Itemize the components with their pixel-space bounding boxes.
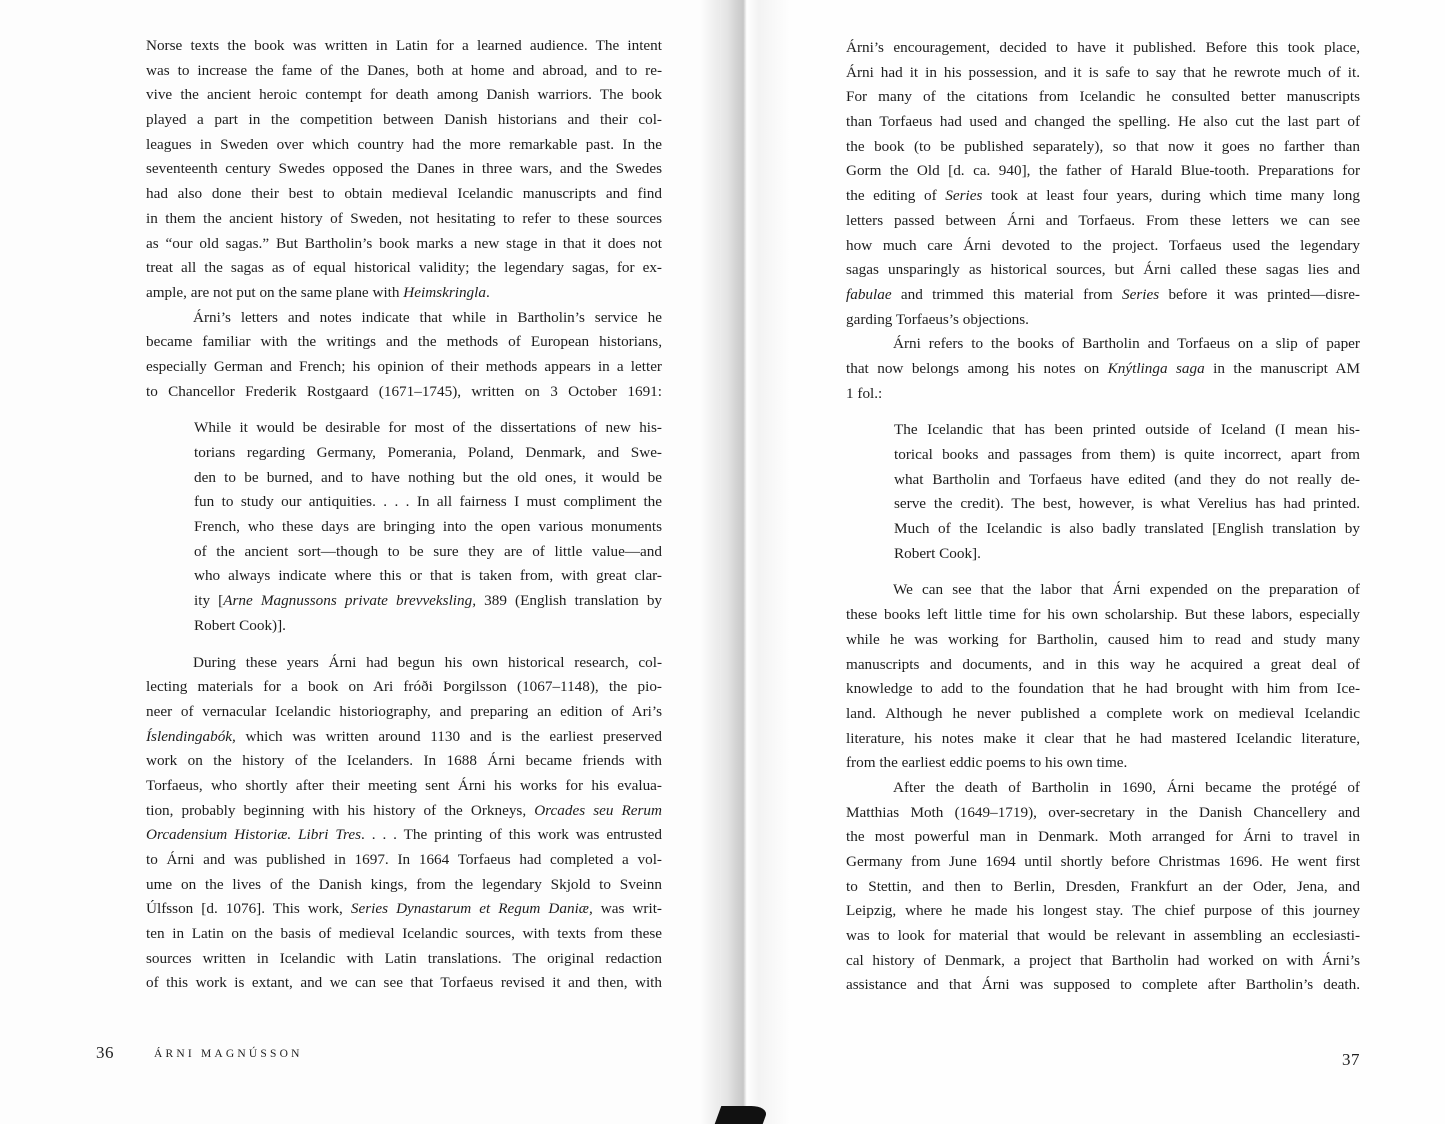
text-line: ten in Latin on the basis of medieval Icelandic sources, with texts from these: [146, 925, 662, 943]
text-run: . . . . The printing of this work was entrusted: [361, 826, 662, 844]
text-run: which was written around 1130 and is the earliest preserved: [235, 727, 662, 745]
text-line: treat all the sagas as of equal historical validity; the legendary sagas, for ex-: [146, 259, 662, 277]
text-run: tion, probably beginning with his history of the Orkneys,: [146, 801, 535, 819]
text-line: work on the history of the Icelanders. In 1688 Árni became friends with: [146, 752, 662, 770]
text-line: [146, 725, 662, 750]
right-page-body: [846, 36, 1360, 998]
quote-line: torical books and passages from them) is quite incorrect, apart from: [894, 446, 1360, 463]
text-line: seventeenth century Swedes opposed the Danes in three wars, and the Swedes: [146, 160, 662, 178]
text-run: and trimmed this material from: [891, 285, 1123, 303]
text-line: how much care Árni devoted to the project. Torfaeus used the legendary: [846, 236, 1360, 254]
text-line: had also done their best to obtain medieval Icelandic manuscripts and find: [146, 185, 662, 203]
text-line: the book (to be published separately), so that now it goes no farther than: [846, 137, 1360, 155]
italic-title: Knýtlinga saga: [1107, 359, 1205, 377]
text-line: sources written in Icelandic with Latin translations. The original redaction: [146, 949, 662, 967]
running-head: ÁRNI MAGNÚSSON: [154, 1048, 303, 1060]
text-line: letters passed between Árni and Torfaeus. From these letters we can see: [846, 211, 1360, 229]
text-line: to Chancellor Frederik Rostgaard (1671–1745), written on 3 October 1691:: [146, 382, 662, 400]
text-line: sagas unsparingly as historical sources, but Árni called these sagas lies and: [846, 261, 1360, 279]
text-run: before it was printed—disre-: [1159, 285, 1360, 303]
italic-title: Heimskringla: [403, 283, 486, 301]
text-line: Germany from June 1694 until shortly before Christmas 1696. He went first: [846, 853, 1360, 870]
left-page-body: [146, 34, 662, 996]
text-line: to Árni and was published in 1697. In 1664 Torfaeus had completed a vol-: [146, 851, 662, 868]
text-line: After the death of Bartholin in 1690, Árni became the protégé of: [893, 778, 1360, 796]
text-line: from the earliest eddic poems to his own time.: [846, 754, 1128, 772]
left-block-quote: [146, 416, 662, 638]
text-line: [846, 283, 1360, 308]
quote-line: of the ancient sort—though to be sure they are of little value—and: [194, 542, 662, 560]
text-line: Árni’s letters and notes indicate that while in Bartholin’s service he: [193, 308, 662, 326]
text-line: [846, 184, 1360, 209]
text-run: ity [: [194, 592, 224, 610]
right-block-quote: [846, 418, 1360, 566]
left-page: [0, 0, 720, 1124]
gutter-edge: [715, 1106, 770, 1124]
text-line: neer of vernacular Icelandic historiography, and preparing an edition of Ari’s: [146, 702, 662, 720]
quote-line: fun to study our antiquities. . . . In all fairness I must compliment the: [194, 493, 662, 511]
text-run: 389 (English translation by: [476, 592, 663, 610]
right-paragraph-3: [846, 578, 1360, 776]
quote-line: who always indicate where this or that is taken from, with great clar-: [194, 567, 662, 585]
quote-line: torians regarding Germany, Pomerania, Poland, Denmark, and Swe-: [194, 444, 662, 461]
text-line: the most powerful man in Denmark. Moth arranged for Árni to travel in: [846, 828, 1360, 846]
right-page: [722, 0, 1445, 1124]
italic-title: fabulae: [846, 285, 892, 303]
quote-line: Much of the Icelandic is also badly translated [English translation by: [894, 520, 1360, 538]
text-line: Árni refers to the books of Bartholin and Torfaeus on a slip of paper: [893, 335, 1360, 353]
text-line: was to increase the fame of the Danes, both at home and abroad, and to re-: [146, 61, 662, 79]
right-paragraph-2: [846, 332, 1360, 406]
italic-title: Íslendingabók,: [146, 727, 236, 745]
text-line: [146, 897, 662, 922]
text-line: than Torfaeus had used and changed the spelling. He also cut the last part of: [846, 113, 1360, 131]
text-line: garding Torfaeus’s objections.: [846, 310, 1029, 328]
text-line: these books left little time for his own scholarship. But these labors, especially: [846, 606, 1360, 624]
left-paragraph-3: [146, 651, 662, 997]
text-line: manuscripts and documents, and in this way he acquired a great deal of: [846, 655, 1360, 673]
text-run: the editing of: [846, 187, 946, 205]
text-line: especially German and French; his opinion of their methods appears in a letter: [146, 357, 662, 375]
text-line: land. Although he never published a complete work on medieval Icelandic: [846, 704, 1360, 722]
text-line: played a part in the competition between Danish historians and their col-: [146, 111, 662, 129]
italic-title: Series: [945, 187, 983, 205]
text-line: knowledge to add to the foundation that he had brought with him from Ice-: [846, 680, 1360, 698]
right-paragraph-4: [846, 776, 1360, 998]
quote-line: Robert Cook)].: [194, 616, 286, 634]
text-run: that now belongs among his notes on: [846, 359, 1108, 377]
text-run: Úlfsson [d. 1076]. This work,: [146, 900, 351, 918]
quote-line: The Icelandic that has been printed outside of Iceland (I mean his-: [894, 421, 1360, 439]
text-line: cal history of Denmark, a project that Bartholin had worked on with Árni’s: [846, 951, 1360, 969]
right-paragraph-1: [846, 36, 1360, 332]
text-run: .: [485, 283, 490, 301]
italic-title: Orcades seu Rerum: [534, 801, 662, 819]
text-line: vive the ancient heroic contempt for death among Danish warriors. The book: [146, 86, 662, 104]
italic-title: Series: [1122, 285, 1160, 303]
italic-title: Arne Magnussons private brevveksling,: [223, 592, 477, 610]
text-line: Árni had it in his possession, and it is safe to say that he rewrote much of it.: [846, 63, 1360, 81]
text-line: ume on the lives of the Danish kings, from the legendary Skjold to Sveinn: [146, 875, 662, 893]
text-line: to Stettin, and then to Berlin, Dresden, Frankfurt an der Oder, Jena, and: [846, 877, 1360, 895]
text-line: leagues in Sweden over which country had the more remarkable past. In the: [146, 135, 662, 153]
text-line: For many of the citations from Icelandic he consulted better manuscripts: [846, 88, 1360, 106]
text-run: took at least four years, during which time many long: [982, 187, 1360, 205]
text-line: We can see that the labor that Árni expended on the preparation of: [893, 581, 1360, 599]
text-line: Gorm the Old [d. ca. 940], the father of Harald Blue-tooth. Preparations for: [846, 162, 1360, 180]
italic-title: Orcadensium Historiæ. Libri Tres: [146, 826, 362, 844]
text-line: literature, his notes make it clear that he had mastered Icelandic literature,: [846, 729, 1360, 747]
text-line: in them the ancient history of Sweden, not hesitating to refer to these sources: [146, 209, 662, 227]
text-line: [146, 281, 662, 306]
text-line: Norse texts the book was written in Latin for a learned audience. The intent: [146, 37, 662, 54]
text-line: 1 fol.:: [846, 384, 883, 402]
text-line: became familiar with the writings and the methods of European historians,: [146, 333, 662, 351]
quote-line: what Bartholin and Torfaeus have edited (and they do not really de-: [894, 470, 1360, 488]
text-line: Árni’s encouragement, decided to have it published. Before this took place,: [846, 39, 1360, 56]
quote-line: serve the credit). The best, however, is what Verelius has had printed.: [894, 495, 1360, 513]
text-line: [146, 799, 662, 824]
italic-title: Series Dynastarum et Regum Daniæ,: [350, 900, 593, 918]
text-run: in the manuscript AM: [1204, 359, 1360, 377]
quote-line: French, who these days are bringing into the open various monuments: [194, 518, 662, 536]
quote-line: den to be burned, and to have nothing but the old ones, it would be: [194, 468, 662, 486]
text-line: lecting materials for a book on Ari fróði Þorgilsson (1067–1148), the pio-: [146, 678, 662, 696]
text-run: ample, are not put on the same plane with: [146, 283, 404, 301]
text-line: Leipzig, where he made his longest stay. The chief purpose of this journey: [846, 902, 1360, 920]
page-number: 36: [96, 1043, 114, 1062]
text-line: Torfaeus, who shortly after their meeting sent Árni his works for his evalua-: [146, 776, 662, 794]
text-line: Matthias Moth (1649–1719), over-secretary in the Danish Chancellery and: [846, 803, 1360, 821]
text-line: assistance and that Árni was supposed to complete after Bartholin’s death.: [846, 976, 1360, 994]
text-line: was to look for material that would be relevant in assembling an ecclesiasti-: [846, 927, 1360, 945]
text-line: [846, 357, 1360, 382]
text-line: while he was working for Bartholin, caused him to read and study many: [846, 630, 1360, 648]
page-number: 37: [1342, 1050, 1360, 1069]
text-line: of this work is extant, and we can see that Torfaeus revised it and then, with: [146, 974, 662, 992]
quote-line: While it would be desirable for most of the dissertations of new his-: [194, 419, 662, 437]
quote-line: Robert Cook].: [894, 544, 981, 562]
text-run: was writ-: [592, 900, 662, 918]
text-line: [146, 823, 662, 848]
text-line: as “our old sagas.” But Bartholin’s book marks a new stage in that it does not: [146, 234, 662, 252]
text-line: During these years Árni had begun his own historical research, col-: [193, 653, 662, 671]
left-paragraph-1: [146, 34, 662, 306]
left-paragraph-2: [146, 306, 662, 405]
quote-line: [194, 589, 662, 614]
